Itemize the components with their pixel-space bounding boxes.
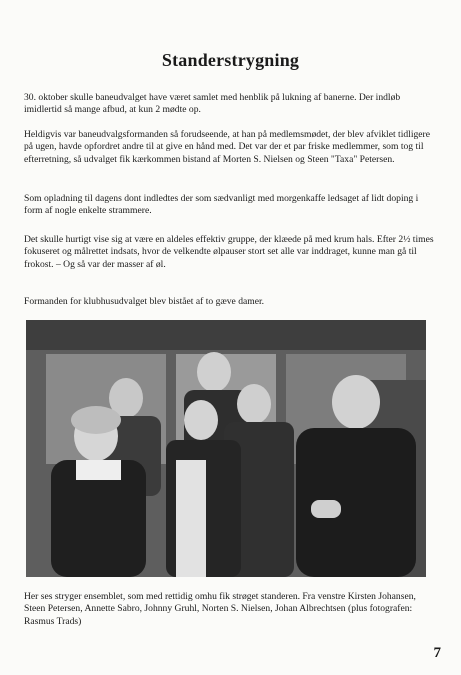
paragraph-2: Heldigvis var baneudvalgsformanden så forudseende, at han på medlemsmødet, der blev afviklet tidligere på ugen, havde opfordret andre til at give en hånd med. Det var der et par friske medlemmer, som tog til efterretning, så udvalget fik kærkommen bistand af Morten S. Nielsen og Steen "Taxa" Petersen. [24,129,431,165]
photo-caption: Her ses stryger ensemblet, som med rettidig omhu fik strøget standeren. Fra venstre Kirsten Johansen, Steen Petersen, Annette Sabro, Johnny Gruhl, Norten S. Nielsen, Johan Albrechtsen (plus fotografen: Rasmus Trads) [24,591,416,627]
paragraph-4: Det skulle hurtigt vise sig at være en aldeles effektiv gruppe, der klæede på med krum hals. Efter 2½ times fokuseret og målrettet indsats, hvor de velkendte ølpauser stort set alle var inddraget, kunne man gå til frokost. – Og så var der masser af øl. [24,234,434,270]
page-number: 7 [433,645,441,661]
paragraph-1: 30. oktober skulle baneudvalget have været samlet med henblik på lukning af banerne. Der indløb imidlertid så mange afbud, at kun 2 mødte op. [24,92,401,116]
group-photo-illustration [26,320,426,577]
group-photo [26,320,426,577]
paragraph-5: Formanden for klubhusudvalget blev bistået af to gæve damer. [24,296,265,307]
article-title: Standerstrygning [161,50,300,70]
paragraph-3: Som opladning til dagens dont indledtes der som sædvanligt med morgenkaffe ledsaget af lidt doping i form af nogle enkelte strammere. [24,193,419,217]
